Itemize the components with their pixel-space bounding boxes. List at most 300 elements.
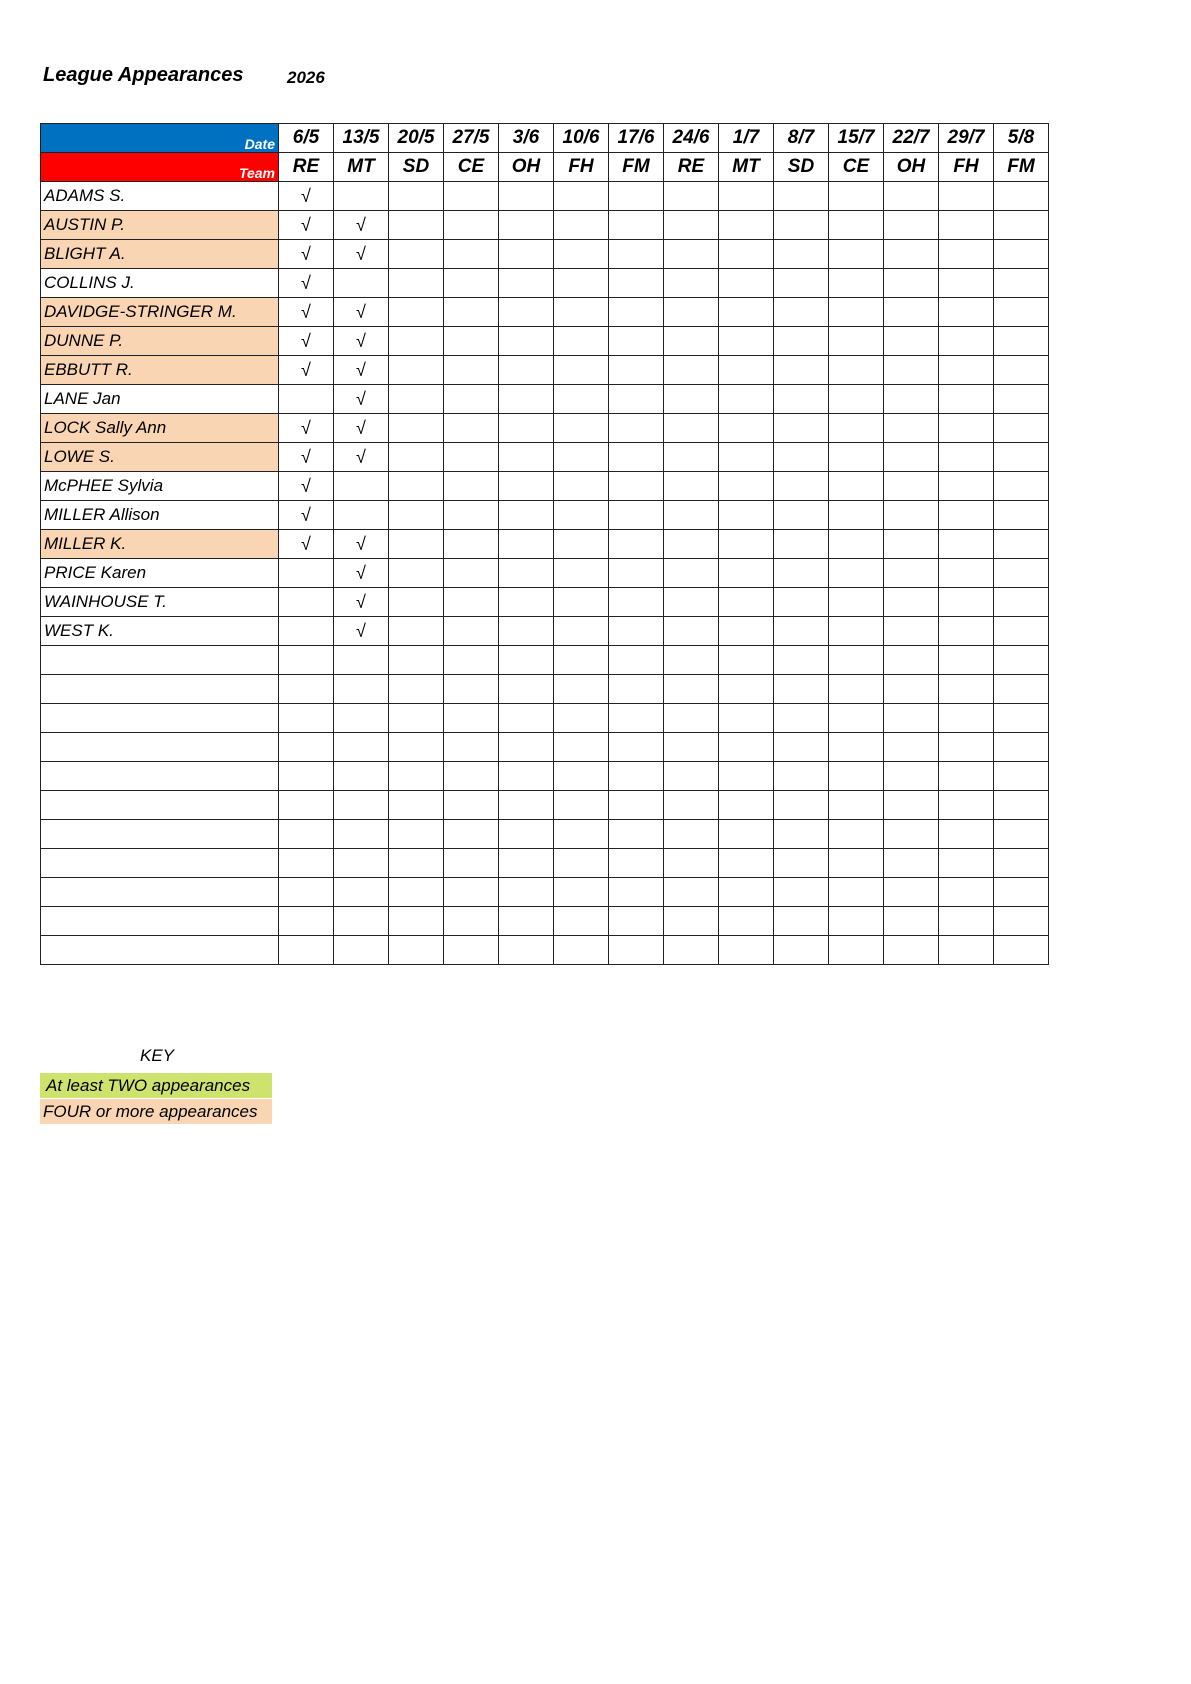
empty-cell: [664, 733, 719, 762]
empty-cell: [884, 791, 939, 820]
empty-cell: [499, 646, 554, 675]
appearance-cell: [499, 588, 554, 617]
appearance-cell: [939, 211, 994, 240]
appearance-cell: [499, 617, 554, 646]
empty-cell: [499, 907, 554, 936]
appearance-cell: [884, 240, 939, 269]
appearance-cell: [829, 530, 884, 559]
player-name: LOWE S.: [41, 443, 279, 472]
empty-cell: [499, 820, 554, 849]
appearance-cell: [884, 530, 939, 559]
appearance-cell: [444, 182, 499, 211]
empty-cell: [389, 704, 444, 733]
appearance-cell: [664, 530, 719, 559]
empty-cell: [609, 936, 664, 965]
appearance-cell: [774, 240, 829, 269]
player-name: MILLER Allison: [41, 501, 279, 530]
empty-cell: [829, 820, 884, 849]
empty-cell: [719, 704, 774, 733]
empty-cell: [609, 704, 664, 733]
empty-cell: [884, 704, 939, 733]
empty-name-cell: [41, 762, 279, 791]
appearance-cell: [994, 356, 1049, 385]
appearance-cell: [994, 298, 1049, 327]
player-name: LANE Jan: [41, 385, 279, 414]
appearance-cell: [884, 559, 939, 588]
appearance-cell: [389, 617, 444, 646]
year-label: 2026: [287, 68, 325, 87]
table-row: [41, 385, 1049, 414]
empty-cell: [774, 646, 829, 675]
appearance-cell: [554, 501, 609, 530]
team-header-row: [41, 153, 1049, 182]
appearance-cell: [664, 356, 719, 385]
appearance-cell: [609, 472, 664, 501]
team-cell: CE: [444, 153, 499, 182]
appearance-cell: [884, 182, 939, 211]
empty-cell: [994, 791, 1049, 820]
empty-cell: [609, 733, 664, 762]
date-cell: 10/6: [554, 124, 609, 153]
empty-cell: [444, 849, 499, 878]
empty-cell: [719, 907, 774, 936]
appearance-cell: [389, 211, 444, 240]
appearance-cell: [774, 269, 829, 298]
appearance-cell: [829, 240, 884, 269]
tick-icon: √: [301, 446, 311, 467]
appearance-cell: [884, 298, 939, 327]
appearance-cell: [499, 182, 554, 211]
appearance-cell: [829, 269, 884, 298]
player-name: AUSTIN P.: [41, 211, 279, 240]
appearance-cell: [994, 182, 1049, 211]
team-cell: OH: [499, 153, 554, 182]
appearance-cell: [389, 385, 444, 414]
appearance-cell: [389, 327, 444, 356]
team-cell: FH: [554, 153, 609, 182]
empty-cell: [994, 704, 1049, 733]
empty-cell: [829, 936, 884, 965]
appearance-cell: [719, 559, 774, 588]
appearance-cell: [499, 472, 554, 501]
empty-name-cell: [41, 733, 279, 762]
appearance-cell: [829, 211, 884, 240]
empty-cell: [279, 704, 334, 733]
tick-icon: √: [301, 301, 311, 322]
date-header-row: [41, 124, 1049, 153]
empty-cell: [609, 878, 664, 907]
appearance-cell: [609, 559, 664, 588]
empty-cell: [279, 936, 334, 965]
appearance-cell: [444, 211, 499, 240]
empty-name-cell: [41, 878, 279, 907]
empty-cell: [609, 907, 664, 936]
appearance-cell: [939, 327, 994, 356]
table-row: [41, 617, 1049, 646]
empty-cell: [554, 936, 609, 965]
appearance-cell: [829, 501, 884, 530]
appearance-cell: [554, 211, 609, 240]
appearance-cell: [664, 385, 719, 414]
team-cell: RE: [279, 153, 334, 182]
appearance-cell: [499, 327, 554, 356]
appearance-cell: [389, 414, 444, 443]
appearance-cell: [554, 385, 609, 414]
appearance-cell: [499, 269, 554, 298]
appearance-cell: [664, 298, 719, 327]
table-row: [41, 298, 1049, 327]
tick-icon: √: [356, 301, 366, 322]
table-row: [41, 269, 1049, 298]
appearance-cell: [389, 530, 444, 559]
empty-cell: [279, 849, 334, 878]
empty-cell: [554, 791, 609, 820]
tick-icon: √: [301, 243, 311, 264]
appearance-cell: [444, 356, 499, 385]
player-name: EBBUTT R.: [41, 356, 279, 385]
appearance-cell: [719, 472, 774, 501]
empty-cell: [389, 733, 444, 762]
empty-cell: [334, 907, 389, 936]
empty-cell: [609, 646, 664, 675]
empty-cell: [499, 704, 554, 733]
empty-cell: [279, 762, 334, 791]
empty-cell: [334, 762, 389, 791]
empty-cell: [774, 907, 829, 936]
empty-cell: [444, 878, 499, 907]
date-cell: 15/7: [829, 124, 884, 153]
appearance-cell: [609, 443, 664, 472]
appearance-cell: [444, 501, 499, 530]
appearance-cell: [664, 472, 719, 501]
appearance-cell: [279, 559, 334, 588]
appearance-tick: [334, 298, 389, 327]
empty-cell: [829, 675, 884, 704]
appearance-cell: [554, 530, 609, 559]
table-row: [41, 559, 1049, 588]
appearance-cell: [774, 414, 829, 443]
appearance-cell: [884, 211, 939, 240]
player-name: BLIGHT A.: [41, 240, 279, 269]
empty-cell: [334, 704, 389, 733]
empty-cell: [664, 762, 719, 791]
empty-cell: [499, 733, 554, 762]
table-row: [41, 530, 1049, 559]
tick-icon: √: [356, 591, 366, 612]
team-cell: RE: [664, 153, 719, 182]
appearance-cell: [774, 211, 829, 240]
appearance-cell: [609, 588, 664, 617]
empty-cell: [884, 733, 939, 762]
appearance-cell: [829, 356, 884, 385]
appearance-cell: [939, 269, 994, 298]
empty-cell: [884, 907, 939, 936]
date-cell: 3/6: [499, 124, 554, 153]
appearance-cell: [884, 385, 939, 414]
tick-icon: √: [356, 417, 366, 438]
empty-cell: [499, 878, 554, 907]
empty-cell: [554, 675, 609, 704]
empty-cell: [939, 849, 994, 878]
appearance-cell: [939, 298, 994, 327]
empty-cell: [499, 849, 554, 878]
appearance-cell: [499, 443, 554, 472]
appearance-cell: [719, 240, 774, 269]
empty-row: [41, 675, 1049, 704]
empty-name-cell: [41, 907, 279, 936]
appearance-cell: [719, 443, 774, 472]
empty-cell: [444, 820, 499, 849]
table-row: [41, 356, 1049, 385]
appearance-cell: [884, 327, 939, 356]
appearance-cell: [939, 443, 994, 472]
player-name: WAINHOUSE T.: [41, 588, 279, 617]
empty-cell: [994, 878, 1049, 907]
empty-row: [41, 878, 1049, 907]
appearance-cell: [829, 298, 884, 327]
date-cell: 24/6: [664, 124, 719, 153]
appearance-cell: [829, 617, 884, 646]
team-cell: MT: [719, 153, 774, 182]
team-cell: MT: [334, 153, 389, 182]
empty-cell: [334, 820, 389, 849]
appearance-cell: [719, 385, 774, 414]
appearance-tick: [334, 559, 389, 588]
empty-cell: [389, 791, 444, 820]
empty-name-cell: [41, 704, 279, 733]
tick-icon: √: [356, 214, 366, 235]
date-cell: 29/7: [939, 124, 994, 153]
empty-cell: [994, 762, 1049, 791]
empty-cell: [829, 791, 884, 820]
appearance-tick: [279, 182, 334, 211]
date-cell: 8/7: [774, 124, 829, 153]
empty-row: [41, 704, 1049, 733]
table-row: [41, 472, 1049, 501]
appearance-cell: [994, 617, 1049, 646]
player-name: ADAMS S.: [41, 182, 279, 211]
empty-cell: [664, 791, 719, 820]
appearances-table: [40, 123, 1049, 965]
appearance-cell: [939, 240, 994, 269]
appearance-cell: [774, 443, 829, 472]
empty-cell: [664, 907, 719, 936]
empty-cell: [664, 820, 719, 849]
appearance-cell: [719, 617, 774, 646]
empty-cell: [334, 878, 389, 907]
appearance-tick: [279, 414, 334, 443]
tick-icon: √: [356, 243, 366, 264]
appearance-cell: [664, 414, 719, 443]
appearance-cell: [444, 298, 499, 327]
empty-cell: [389, 907, 444, 936]
tick-icon: √: [301, 417, 311, 438]
empty-cell: [884, 849, 939, 878]
appearance-tick: [334, 530, 389, 559]
appearance-tick: [334, 211, 389, 240]
appearance-cell: [719, 298, 774, 327]
empty-cell: [994, 849, 1049, 878]
appearance-cell: [444, 530, 499, 559]
appearance-cell: [939, 530, 994, 559]
appearance-tick: [334, 327, 389, 356]
tick-icon: √: [356, 330, 366, 351]
appearance-cell: [499, 530, 554, 559]
appearance-cell: [939, 588, 994, 617]
empty-cell: [334, 791, 389, 820]
empty-name-cell: [41, 646, 279, 675]
appearance-cell: [499, 559, 554, 588]
appearance-cell: [939, 385, 994, 414]
appearance-cell: [719, 588, 774, 617]
appearance-cell: [609, 240, 664, 269]
appearance-cell: [884, 617, 939, 646]
empty-cell: [774, 704, 829, 733]
empty-cell: [334, 646, 389, 675]
appearance-cell: [664, 327, 719, 356]
empty-cell: [389, 878, 444, 907]
appearance-cell: [994, 385, 1049, 414]
empty-cell: [334, 849, 389, 878]
appearance-cell: [939, 559, 994, 588]
empty-cell: [829, 646, 884, 675]
appearance-cell: [939, 356, 994, 385]
appearance-cell: [389, 559, 444, 588]
date-header-label: Date: [41, 124, 279, 153]
empty-cell: [774, 675, 829, 704]
empty-cell: [499, 936, 554, 965]
player-name: DAVIDGE-STRINGER M.: [41, 298, 279, 327]
empty-name-cell: [41, 820, 279, 849]
date-cell: 13/5: [334, 124, 389, 153]
appearance-cell: [279, 617, 334, 646]
appearance-cell: [829, 327, 884, 356]
empty-cell: [664, 646, 719, 675]
appearance-cell: [444, 617, 499, 646]
appearance-cell: [499, 211, 554, 240]
empty-cell: [389, 675, 444, 704]
empty-row: [41, 762, 1049, 791]
appearance-cell: [444, 443, 499, 472]
empty-cell: [829, 878, 884, 907]
empty-cell: [829, 733, 884, 762]
appearance-cell: [719, 530, 774, 559]
empty-cell: [884, 646, 939, 675]
appearance-tick: [279, 327, 334, 356]
empty-cell: [994, 907, 1049, 936]
appearance-cell: [884, 472, 939, 501]
appearance-cell: [719, 211, 774, 240]
table-row: [41, 240, 1049, 269]
appearance-cell: [609, 414, 664, 443]
empty-name-cell: [41, 791, 279, 820]
appearance-cell: [609, 182, 664, 211]
empty-cell: [444, 646, 499, 675]
appearance-cell: [994, 269, 1049, 298]
appearance-cell: [554, 443, 609, 472]
appearance-cell: [389, 501, 444, 530]
empty-row: [41, 936, 1049, 965]
appearance-cell: [664, 443, 719, 472]
appearance-cell: [664, 588, 719, 617]
appearance-cell: [774, 298, 829, 327]
appearance-cell: [884, 443, 939, 472]
appearance-cell: [829, 472, 884, 501]
empty-cell: [554, 704, 609, 733]
appearance-cell: [774, 182, 829, 211]
appearance-tick: [334, 240, 389, 269]
player-name: PRICE Karen: [41, 559, 279, 588]
appearance-cell: [554, 269, 609, 298]
appearance-cell: [719, 327, 774, 356]
empty-cell: [719, 820, 774, 849]
empty-cell: [609, 820, 664, 849]
empty-cell: [334, 675, 389, 704]
appearance-tick: [279, 211, 334, 240]
table-row: [41, 443, 1049, 472]
appearance-cell: [994, 501, 1049, 530]
date-cell: 5/8: [994, 124, 1049, 153]
appearance-cell: [664, 211, 719, 240]
appearance-cell: [389, 588, 444, 617]
empty-cell: [444, 791, 499, 820]
key-title: KEY: [140, 1046, 175, 1065]
appearance-cell: [444, 588, 499, 617]
appearance-cell: [389, 182, 444, 211]
appearance-tick: [279, 356, 334, 385]
appearance-cell: [719, 501, 774, 530]
appearance-cell: [389, 269, 444, 298]
team-header-label: Team: [41, 153, 279, 182]
appearance-cell: [884, 588, 939, 617]
appearance-cell: [609, 356, 664, 385]
empty-cell: [499, 791, 554, 820]
empty-row: [41, 646, 1049, 675]
empty-cell: [664, 849, 719, 878]
appearance-tick: [279, 269, 334, 298]
team-cell: SD: [774, 153, 829, 182]
appearance-cell: [554, 298, 609, 327]
appearance-cell: [554, 356, 609, 385]
appearance-tick: [279, 240, 334, 269]
date-cell: 1/7: [719, 124, 774, 153]
appearance-cell: [609, 298, 664, 327]
table-row: [41, 501, 1049, 530]
team-cell: CE: [829, 153, 884, 182]
empty-row: [41, 791, 1049, 820]
empty-cell: [719, 675, 774, 704]
empty-row: [41, 820, 1049, 849]
appearance-cell: [994, 472, 1049, 501]
empty-cell: [554, 907, 609, 936]
player-name: LOCK Sally Ann: [41, 414, 279, 443]
empty-cell: [554, 820, 609, 849]
appearance-cell: [444, 385, 499, 414]
appearance-cell: [444, 472, 499, 501]
empty-cell: [939, 646, 994, 675]
team-cell: OH: [884, 153, 939, 182]
empty-cell: [444, 733, 499, 762]
appearance-tick: [334, 356, 389, 385]
date-cell: 20/5: [389, 124, 444, 153]
empty-cell: [444, 704, 499, 733]
empty-cell: [829, 849, 884, 878]
empty-cell: [279, 791, 334, 820]
appearance-cell: [774, 530, 829, 559]
appearance-cell: [554, 588, 609, 617]
empty-row: [41, 907, 1049, 936]
appearance-tick: [334, 588, 389, 617]
